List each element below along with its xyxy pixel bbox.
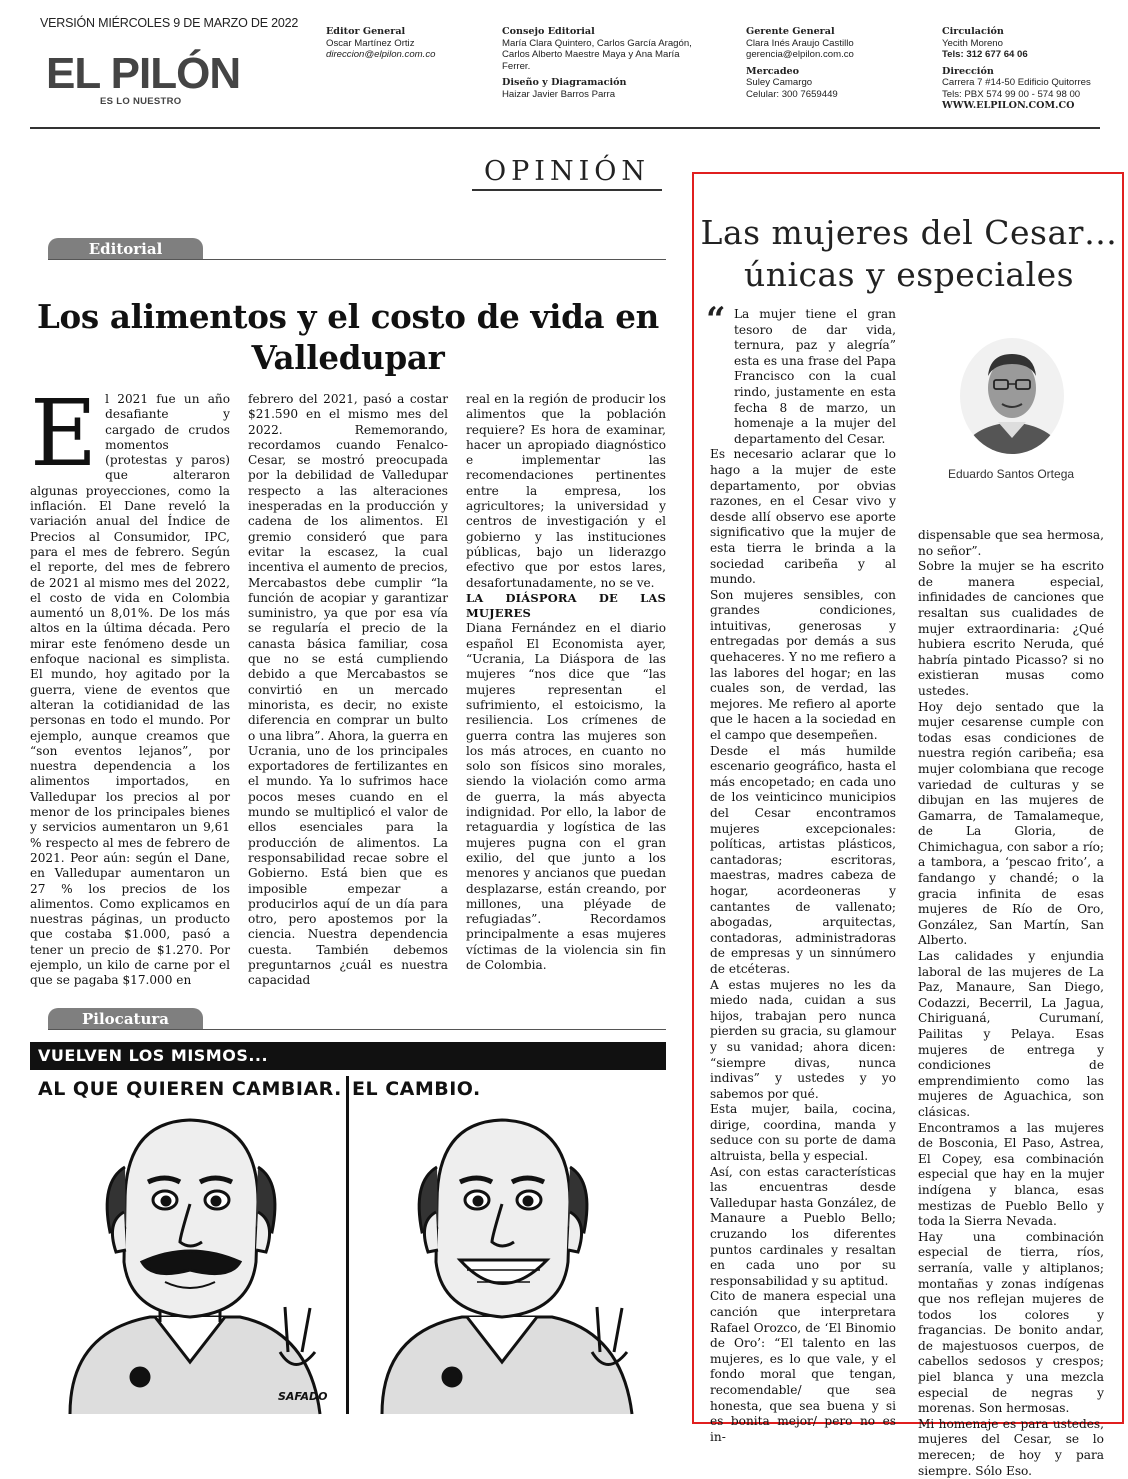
staff-editor xyxy=(326,26,486,61)
staff-email: gerencia@elpilon.com.co xyxy=(746,49,854,60)
staff-line: Haizar Javier Barros Parra xyxy=(502,88,616,100)
staff-title: Dirección xyxy=(942,65,994,77)
staff-line: Carrera 7 #14-50 Edificio Quitorres xyxy=(942,77,1091,88)
editorial-text: real en la región de producir los alimentos que la población requiere? Es hora de examinar, hacer un apropiado diagnóstico e implementar las recomendaciones pertinentes entre la empresa, los agricultores; la universidad y centros de investigación y el gobierno y las instituciones públicas, bajo un liderazgo efectivo que por estos lares, desafortunadamente, no se ve. xyxy=(466,392,666,590)
author-photo xyxy=(960,338,1064,454)
editorial-subhead: LA DIÁSPORA DE LAS MUJERES xyxy=(466,590,666,621)
cartoon xyxy=(30,1042,666,1414)
opinion-paragraph: Hay una combinación especial de tierra, ríos, serranía, valle y altiplanos; montañas y zonas indígenas que nos reflejan mujeres de todos los colores y fragancias. De bonito andar, de majestuosos cuerpos, de cabellos sedosos y crespos; piel blanca y una mezcla especial de negras y morenas. Son hermosas. xyxy=(918,1229,1104,1416)
newspaper-slogan: ES LO NUESTRO xyxy=(100,96,182,107)
staff-line: Ferrer. xyxy=(502,60,531,72)
staff-title: Consejo Editorial xyxy=(502,26,595,37)
staff-line: Yecith Moreno xyxy=(942,37,1003,49)
right-caricature-illustration xyxy=(352,1112,666,1414)
opinion-headline-line: Las mujeres del Cesar… xyxy=(700,213,1118,252)
opinion-paragraph: A estas mujeres no les da miedo nada, cuidan a sus hijos, trabajan pero nunca pierden su gracia, su glamour y su vanidad; ahora dicen: “siempre divas, nunca indivas” y ustedes y yo sabemos por qué. xyxy=(710,977,896,1101)
staff-title: Editor General xyxy=(326,26,406,37)
staff-title: Mercadeo xyxy=(746,65,800,77)
staff-line: María Clara Quintero, Carlos García Aragón, xyxy=(502,37,692,49)
header-divider xyxy=(30,127,1100,129)
cartoonist-signature: SAFADO xyxy=(278,1390,328,1403)
staff-line: Clara Inés Araujo Castillo xyxy=(746,37,854,49)
open-quote-icon: “ xyxy=(706,300,726,340)
editorial-tag-bar xyxy=(48,238,666,260)
author-name: Eduardo Santos Ortega xyxy=(947,467,1075,481)
opinion-headline-line: únicas y especiales xyxy=(743,255,1075,294)
staff-manager xyxy=(746,26,916,100)
opinion-paragraph: Desde el más humilde escenario geográfico, hasta el más encopetado; en cada uno de los veinticinco municipios del Cesar encontramos mujeres excepcionales: políticas, artistas plásticos, cantadoras; escritoras, maestras, madres cabeza de hogar, acordeoneras y cantantes de vallenato; abogadas, arquitectas, contadoras, administradoras de empresas y un sinnúmero de etcéteras. xyxy=(710,743,896,976)
editorial-text: l 2021 fue un año desafiante y cargado de crudos momentos (protestas y paros) que alteraron algunas proyecciones, como la inflación. El Dane reveló la variación anual del Índice de Precios al Consumidor, IPC, para el mes de febrero. Según el reporte, del mes de febrero de 2021 al mismo mes del 2022, el costo de vida en Colombia aumentó un 8,01%. De los más altos en la última década. Pero mirar este fenómeno desde un enfoque nacional es simplista. El mundo, hoy agitado por la guerra, viene de eventos que alteran la cotidianidad de las personas en todo el mundo. Por ejemplo, aunque creamos que “son eventos lejanos”, por nuestra dependencia a los alimentos importados, en Valledupar los precios al por menor de los principales bienes y servicios aumentaron un 9,61 % respecto al mes de febrero de 2021. Peor aún: según el Dane, en Valledupar aumentaron un 27 % los precios de los alimentos. Como explicamos en nuestras páginas, un producto que costaba $1.000, pasó a tener un precio de $1.270. Por ejemplo, un kilo de carne por el que se pagaba $17.000 en xyxy=(30,392,230,988)
staff-board xyxy=(502,26,722,100)
opinion-paragraph: Encontramos a las mujeres de Bosconia, El Paso, Astrea, El Copey, esa combinación especial que hay en la mujer indígena y blanca, esas mestizas de Pueblo Bello y toda la Sierra Nevada. xyxy=(918,1120,1104,1229)
staff-line: Suley Camargo xyxy=(746,77,813,88)
tag-rule xyxy=(48,259,666,261)
edition-date: VERSIÓN MIÉRCOLES 9 DE MARZO DE 2022 xyxy=(40,16,299,30)
opinion-paragraph: Así, con estas características las encuentras desde Valledupar hasta González, de Manaure a Pueblo Bello; cruzando los diferentes puntos cardinales y resaltan en cada uno por su responsabilidad y su aptitud. xyxy=(710,1164,896,1288)
editorial-text: febrero del 2021, pasó a costar $21.590 en el mismo mes del 2022. Rememorando, recordamos cuando Fenalco- Cesar, se mostró preocupada por la debilidad de Valledupar respecto a las alteraciones inesperadas en la producción y cadena de los alimentos. El gremio consideró que para evitar la escasez, la cual incentiva el aumento de precios, Mercabastos debe cumplir “la función de acopiar y garantizar suministro, ya que por esa vía se regularía el precio de la canasta básica familiar, cosa que no se está cumpliendo debido a que Mercabastos se convirtió en un mercado minorista, es decir, no existe diferencia en comprar un bulto o una libra”. Ahora, la guerra en Ucrania, uno de los principales exportadores de fertilizantes en el mundo. Ya lo sufrimos hace pocos meses cuando en el mundo se multiplicó el valor de ellos esenciales para la producción de alimentos. La responsabilidad recae sobre el Gobierno. Está bien que es imposible empezar a producirlos aquí de un día para otro, pero apostemos por la ciencia. Nuestra dependencia cuesta. También debemos preguntarnos ¿cuál es nuestra capacidad xyxy=(248,392,448,988)
staff-email: direccion@elpilon.com.co xyxy=(326,49,436,60)
staff-title: Diseño y Diagramación xyxy=(502,77,627,88)
tag-rule xyxy=(48,1029,666,1031)
editorial-text: Diana Fernández en el diario español El Economista ayer, “Ucrania, La Diáspora de las mujeres “nos dice que “las mujeres representan el sufrimiento, el estoicismo, la resiliencia. Los crímenes de guerra contra las mujeres son los más atroces, en cuanto no solo son físicos sino morales, siendo la violación como arma de guerra, la más abyecta indignidad. Por ello, la labor de retaguardia y logística de las mujeres pugna con el gran exilio, del que junto a los menores y ancianos que puedan desplazarse, están creando, por millones, una pléyade de refugiadas”. Recordamos principalmente a esas mujeres víctimas de la violencia sin fin de Colombia. xyxy=(466,621,666,972)
opinion-paragraph: Sobre la mujer se ha escrito de manera especial, infinidades de canciones que resaltan sus cualidades de mujer extraordinaria: ¿Qué hubiera escrito Neruda, qué habría pintado Picasso? si no existieran musas como ustedes. xyxy=(918,559,1104,698)
opinion-paragraph: La mujer tiene el gran tesoro de dar vida, ternura, paz y alegría” esta es una frase del Papa Francisco con la cual rindo, justamente en esta fecha 8 de marzo, un homenaje a la mujer del departamento del Cesar. xyxy=(734,307,896,446)
editorial-headline: Los alimentos y el costo de vida en Valledupar xyxy=(36,297,660,377)
opinion-paragraph: Esta mujer, baila, cocina, dirige, coordina, manda y seduce con su porte de dama altruista, bella y especial. xyxy=(710,1102,896,1164)
opinion-paragraph: Es necesario aclarar que lo hago a la mujer de este departamento, por obvias razones, en el Cesar vivo y desde allí observo ese aporte significativo que la mujer de esta tierra le brinda a la sociedad caribeña y al mundo. xyxy=(710,447,896,587)
staff-title: Gerente General xyxy=(746,26,835,37)
left-panel-caption: AL QUE QUIEREN CAMBIAR. xyxy=(38,1078,342,1100)
opinion-paragraph: Cito de manera especial una canción que interpretara Rafael Orozco, de ‘El Binomio de Oro’: “El talento en las mujeres, es lo que vale, y el fondo moral que tengan, recomendable/ que sea honesta, que sea buena y si es bonita mejor/ pero no es in- xyxy=(710,1289,896,1444)
cartoon-tag-bar xyxy=(48,1008,666,1030)
staff-title: Circulación xyxy=(942,26,1004,37)
editorial-column-1 xyxy=(30,380,230,989)
opinion-paragraph: dispensable que sea hermosa, no señor”. xyxy=(918,528,1104,558)
opinion-paragraph: Las calidades y enjundia laboral de las mujeres de La Paz, Manaure, San Diego, Codazzi, Becerril, La Jagua, Chiriguaná, Curumaní, Pailitas y Pelaya. Esas mujeres de entrega y condiciones de emprendimiento como las mujeres de Aguachica, son clásicas. xyxy=(918,949,1104,1119)
editorial-tag: Editorial xyxy=(48,238,203,260)
cartoon-banner: VUELVEN LOS MISMOS... xyxy=(30,1042,666,1070)
staff-circulation xyxy=(942,26,1112,112)
right-panel-caption: EL CAMBIO. xyxy=(352,1078,481,1100)
staff-line: Tels: 312 677 64 06 xyxy=(942,49,1028,60)
opinion-column-1 xyxy=(710,307,896,1445)
cartoon-tag: Pilocatura xyxy=(48,1008,203,1030)
staff-line: Tels: PBX 574 99 00 - 574 98 00 xyxy=(942,88,1081,100)
section-underline xyxy=(472,189,662,191)
opinion-column-2 xyxy=(918,528,1104,1479)
staff-line: Oscar Martínez Ortiz xyxy=(326,37,415,49)
opinion-paragraph: Mi homenaje es para ustedes, mujeres del Cesar, se lo merecen; de hoy y para siempre. Sólo Eso. xyxy=(918,1416,1104,1478)
newspaper-logo: EL PILÓN xyxy=(46,49,241,98)
opinion-paragraph: Hoy dejo sentado que la mujer cesarense cumple con todas esas condiciones de nuestra región caribeña; esa mujer colombiana que recoge variedad de culturas y se dibujan en las mujeres de Gamarra, de Tamalameque, de La Gloria, de Chimichagua, con sabor a río; a tambora, a ‘pescao frito’, a fandango y chandé; o la gracia infinita de esas mujeres de Río de Oro, González, San Martín, San Alberto. xyxy=(918,699,1104,948)
staff-line: Celular: 300 7659449 xyxy=(746,88,838,100)
website-link[interactable]: WWW.ELPILON.COM.CO xyxy=(942,100,1075,111)
section-title: OPINIÓN xyxy=(483,156,651,187)
opinion-headline xyxy=(694,212,1124,296)
editorial-column-3 xyxy=(466,392,666,973)
opinion-paragraph: Son mujeres sensibles, con grandes condiciones, intuitivas, generosas y entregadas por demás a sus quehaceres. Y no me refiero a las labores del hogar; en las cuales son, de verdad, las mejores. Me refiero al aporte que le hacen a la sociedad en el campo que desempeñen. xyxy=(710,587,896,743)
drop-cap: E xyxy=(30,380,98,487)
panel-divider xyxy=(346,1076,349,1414)
staff-line: Carlos Alberto Maestre Maya y Ana María xyxy=(502,49,680,60)
left-caricature-illustration xyxy=(30,1112,344,1414)
editorial-column-2 xyxy=(248,392,448,989)
